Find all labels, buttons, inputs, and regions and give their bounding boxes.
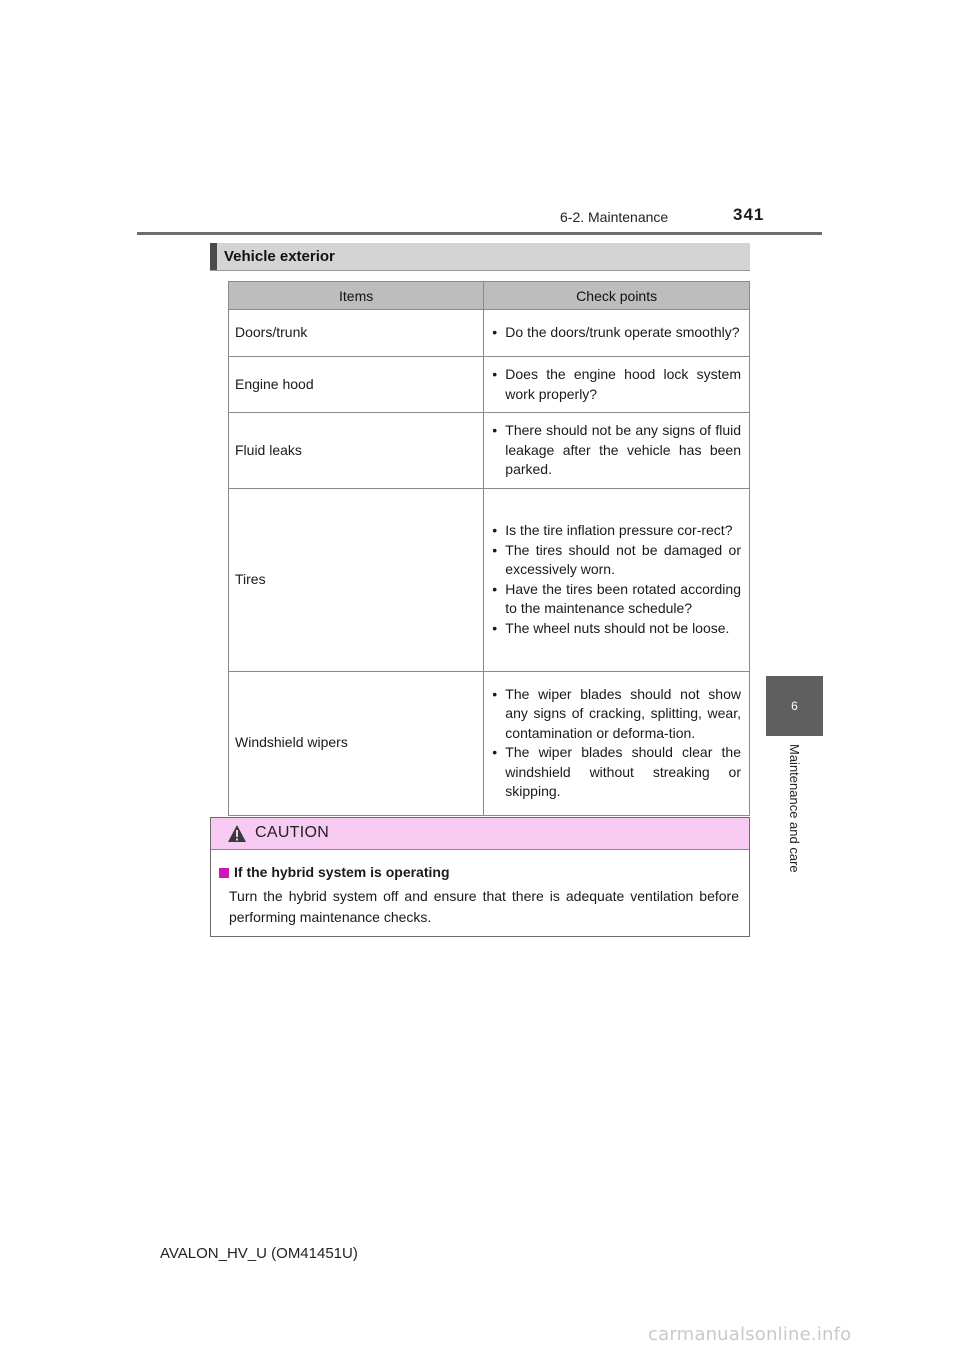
item-cell: Fluid leaks [229,413,484,489]
caution-body [211,850,749,928]
caution-box [210,817,750,937]
warning-triangle-icon [227,824,247,843]
item-cell: Engine hood [229,357,484,413]
header-divider [137,232,822,235]
column-header-check-points: Check points [484,282,750,310]
chapter-tab-number [766,676,823,736]
check-points-cell [484,488,750,671]
table-row [229,357,750,413]
caution-text: Turn the hybrid system off and ensure that there is adequate ventilation before performing maintenance checks. [229,888,739,925]
check-points-list [492,521,741,638]
chapter-label: Maintenance and care [787,744,802,873]
header-section-title: 6-2. Maintenance [560,209,669,225]
chapter-tab-label [766,736,823,896]
check-points-cell [484,310,750,357]
table-row [229,310,750,357]
table-row [229,413,750,489]
caution-header [211,818,749,850]
table-header-row [229,282,750,310]
check-points-list [492,421,741,480]
heading-accent-bar [210,243,217,270]
check-table [228,281,750,816]
check-point: • Is the tire inflation pressure cor-rect? [492,521,741,541]
check-points-cell [484,671,750,815]
page-number: 341 [733,205,765,224]
watermark: carmanualsonline.info [648,1324,852,1345]
table-row [229,488,750,671]
check-points-list [492,365,741,404]
section-title: Vehicle exterior [224,248,335,265]
table-row [229,671,750,815]
check-point: • The wiper blades should not show any signs of cracking, splitting, wear, contamination or deforma-tion. [492,685,741,744]
check-points-list [492,685,741,802]
item-cell: Doors/trunk [229,310,484,357]
check-points-cell [484,413,750,489]
check-point: • Have the tires been rotated according to the maintenance schedule? [492,580,741,619]
square-bullet-icon [219,868,229,878]
check-point: • Do the doors/trunk operate smoothly? [492,323,741,343]
check-point: • Does the engine hood lock system work properly? [492,365,741,404]
check-point: • The tires should not be damaged or excessively worn. [492,541,741,580]
check-point: • There should not be any signs of fluid leakage after the vehicle has been parked. [492,421,741,480]
check-points-cell [484,357,750,413]
column-header-items: Items [229,282,484,310]
item-cell: Tires [229,488,484,671]
item-cell: Windshield wipers [229,671,484,815]
caution-subheading [219,862,739,883]
manual-code: AVALON_HV_U (OM41451U) [160,1245,358,1262]
caution-subheading-text: If the hybrid system is operating [234,864,450,880]
caution-title: CAUTION [255,824,330,841]
check-point: • The wiper blades should clear the windshield without streaking or skipping. [492,743,741,802]
chapter-number: 6 [791,699,798,713]
section-heading [210,243,750,271]
page-header [560,200,765,230]
check-point: • The wheel nuts should not be loose. [492,619,741,639]
check-points-list [492,323,741,343]
